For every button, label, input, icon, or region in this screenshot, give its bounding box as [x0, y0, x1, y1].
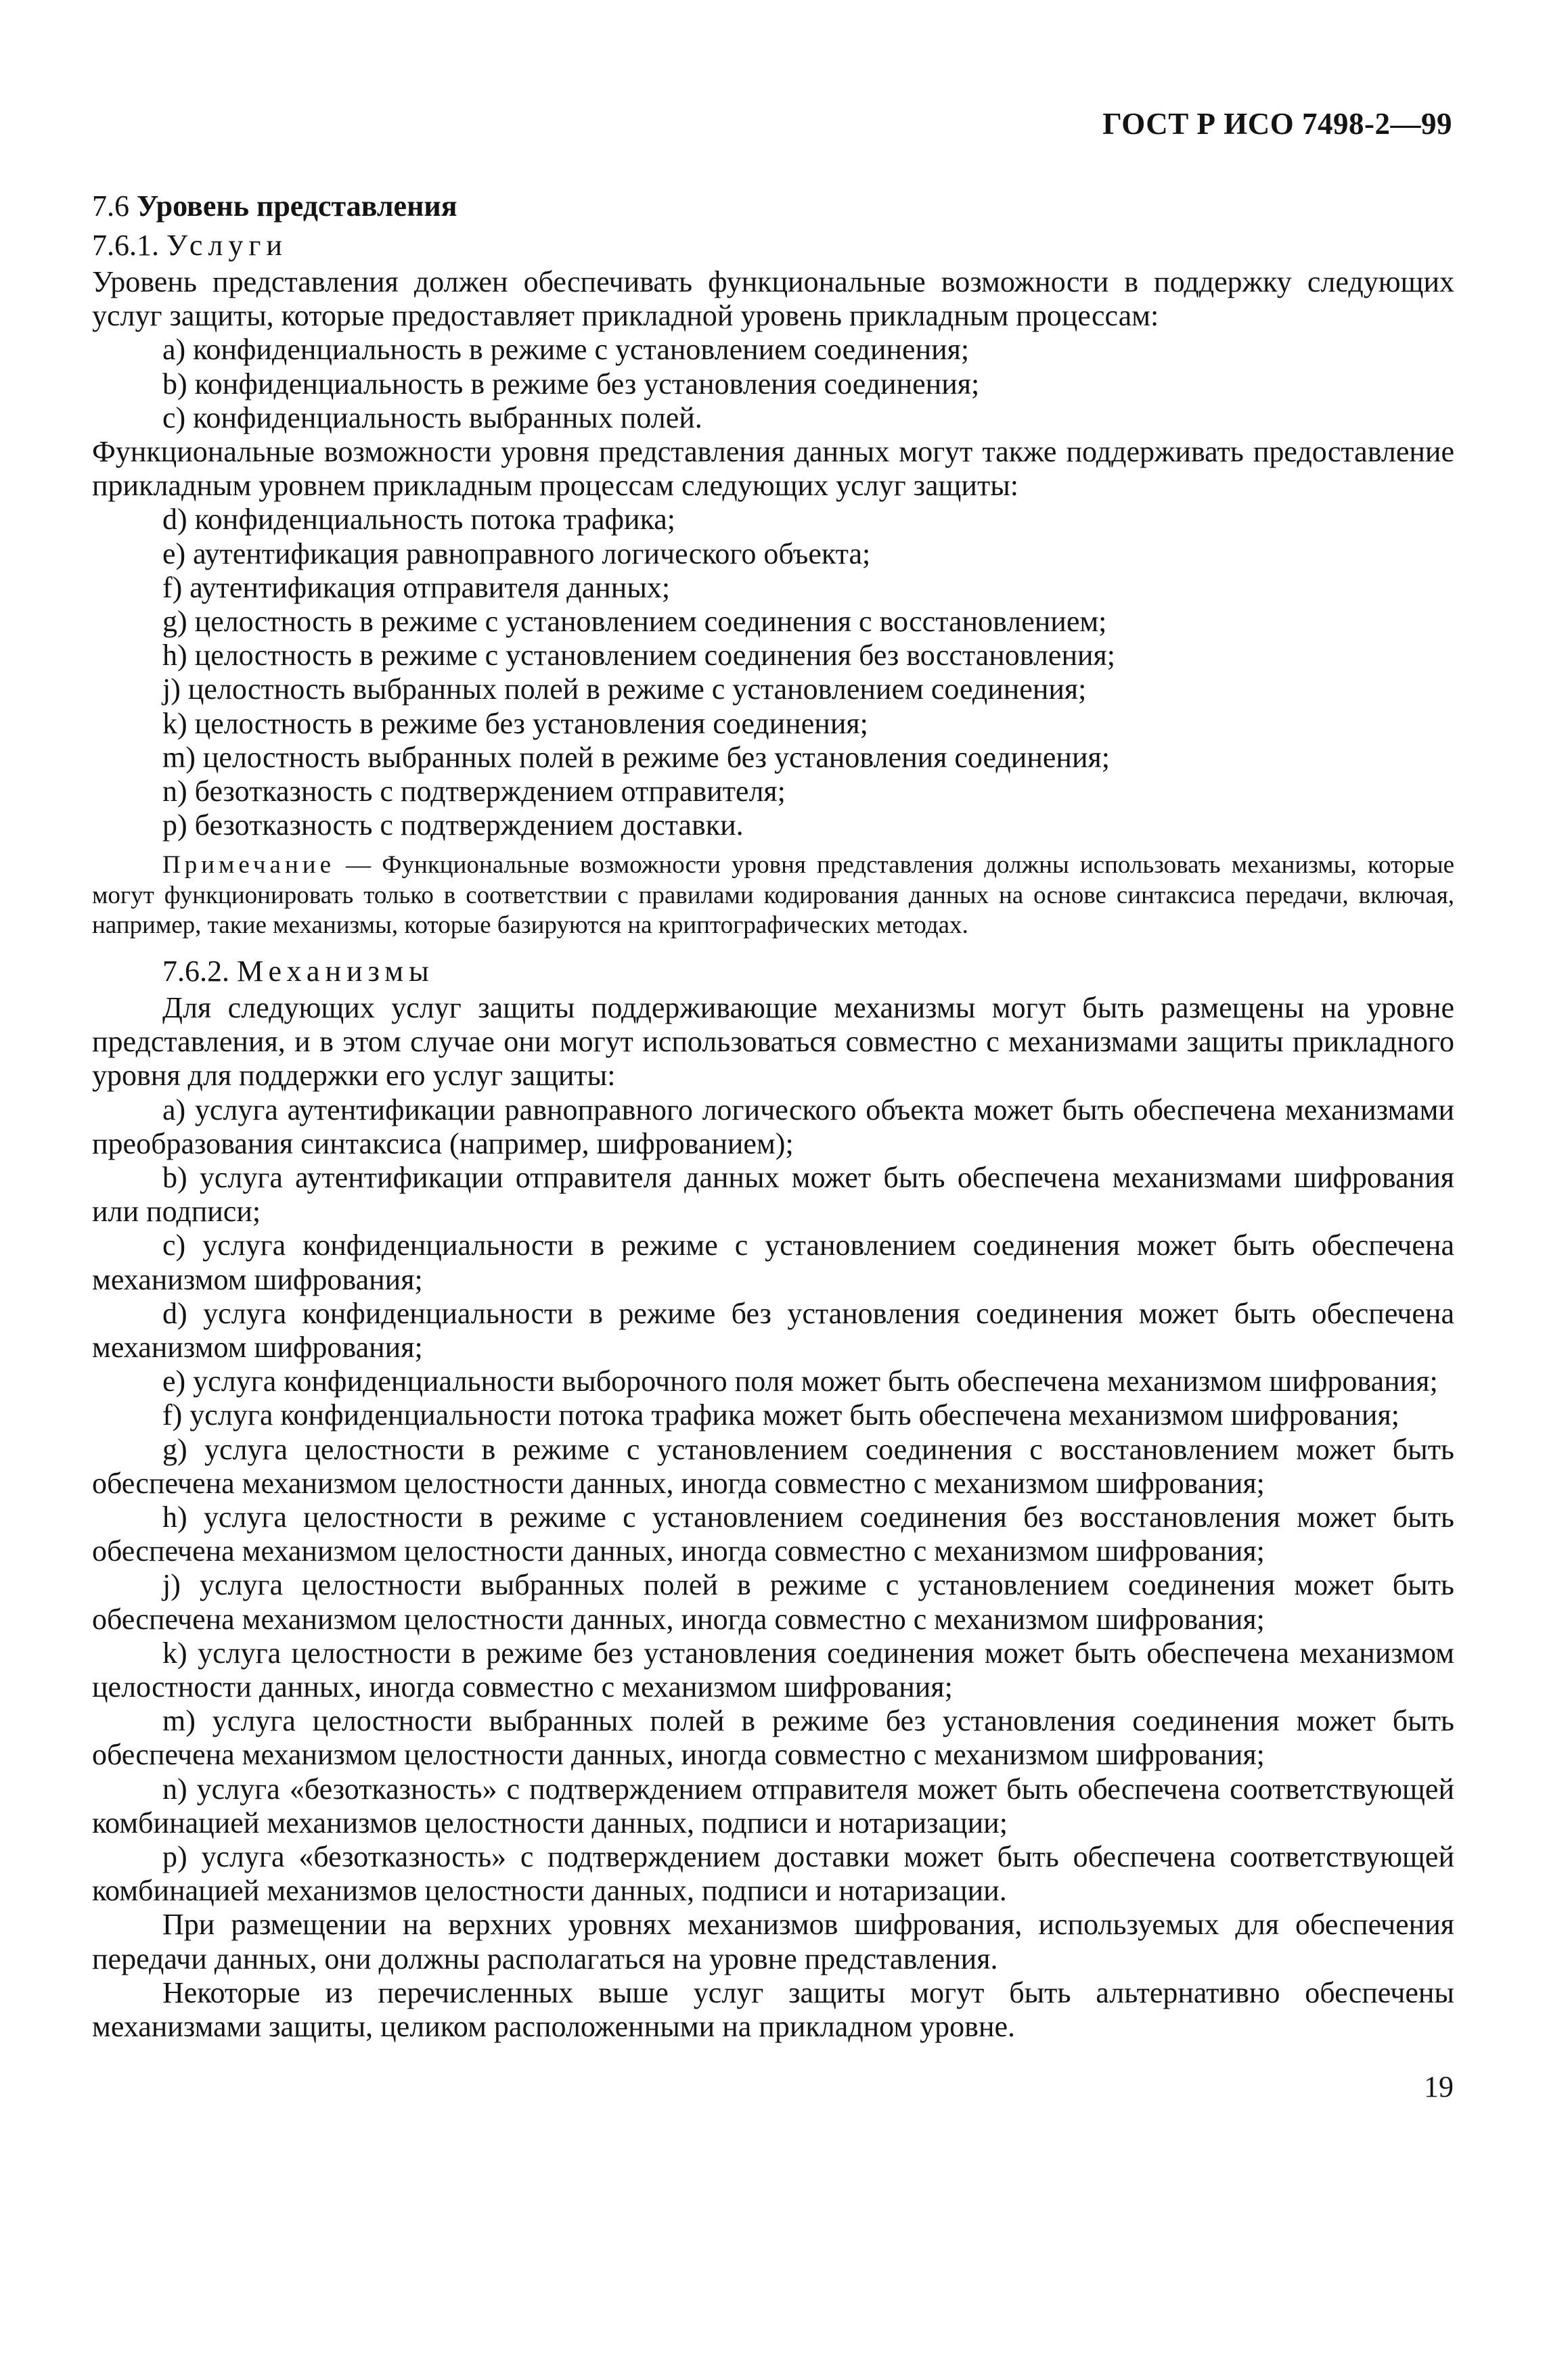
list-item: a) конфиденциальность в режиме с установлением соединения; — [162, 333, 970, 367]
services-paragraph-2: Функциональные возможности уровня представления данных могут также поддерживать предоставление прикладным уровнем прикладным процессам следующих услуг защиты: — [92, 435, 1454, 503]
subsection-heading-7-6-2 — [92, 952, 1454, 991]
list-item: c) конфиденциальность выбранных полей. — [162, 401, 702, 434]
services-list-1 — [92, 333, 1454, 435]
list-item: c) услуга конфиденциальности в режиме с установлением соединения может быть обеспечена механизмом шифрования; — [92, 1229, 1454, 1296]
list-item: h) услуга целостности в режиме с установлением соединения без восстановления может быть обеспечена механизмом целостности данных, иногда совместно с механизмом шифрования; — [92, 1501, 1454, 1568]
list-item: f) услуга конфиденциальности потока трафика может быть обеспечена механизмом шифрования; — [162, 1398, 1399, 1432]
list-item: j) услуга целостности выбранных полей в режиме с установлением соединения может быть обеспечена механизмом целостности данных, иногда совместно с механизмом шифрования; — [92, 1568, 1454, 1636]
subsection-title: Механизмы — [237, 954, 434, 988]
list-item: p) безотказность с подтверждением доставки. — [162, 808, 744, 842]
mechanisms-intro-paragraph: Для следующих услуг защиты поддерживающие механизмы могут быть размещены на уровне представления, и в этом случае они могут использоваться совместно с механизмами защиты прикладного уровня для поддержки его услуг защиты: — [92, 990, 1454, 1093]
list-item: d) услуга конфиденциальности в режиме без установления соединения может быть обеспечена механизмом шифрования; — [92, 1296, 1454, 1364]
list-item: d) конфиденциальность потока трафика; — [162, 503, 676, 536]
subsection-number: 7.6.1. — [92, 229, 159, 262]
list-item: n) услуга «безотказность» с подтверждением отправителя может быть обеспечена соответствующей комбинацией механизмов целостности данных, подписи и нотаризации; — [92, 1772, 1454, 1839]
mechanisms-list — [92, 1093, 1454, 1908]
list-item: p) услуга «безотказность» с подтверждением доставки может быть обеспечена соответствующей комбинацией механизмов целостности данных, подписи и нотаризации. — [92, 1840, 1454, 1908]
list-item: m) услуга целостности выбранных полей в режиме без установления соединения может быть обеспечена механизмом целостности данных, иногда совместно с механизмом шифрования; — [92, 1704, 1454, 1772]
services-list-2 — [92, 503, 1454, 842]
list-item: e) аутентификация равноправного логического объекта; — [162, 536, 871, 570]
list-item: m) целостность выбранных полей в режиме без установления соединения; — [162, 740, 1110, 774]
note-text: — Функциональные возможности уровня представления должны использовать механизмы, которые могут функционировать только в соответствии с правилами кодирования данных на основе синтаксиса передачи, включая, например, такие механизмы, которые базируются на криптографических методах. — [92, 851, 1454, 940]
services-intro-paragraph: Уровень представления должен обеспечивать функциональные возможности в поддержку следующих услуг защиты, которые предоставляет прикладной уровень прикладным процессам: — [92, 265, 1454, 333]
list-item: k) услуга целостности в режиме без установления соединения может быть обеспечена механизмом целостности данных, иногда совместно с механизмом шифрования; — [92, 1636, 1454, 1704]
list-item: n) безотказность с подтверждением отправителя; — [162, 775, 786, 808]
list-item: a) услуга аутентификации равноправного логического объекта может быть обеспечена механизмами преобразования синтаксиса (например, шифрованием); — [92, 1093, 1454, 1160]
text-column — [92, 187, 1454, 2044]
subsection-title: Услуги — [166, 229, 288, 262]
encryption-placement-paragraph: При размещении на верхних уровнях механизмов шифрования, используемых для обеспечения передачи данных, они должны располагаться на уровне представления. — [92, 1908, 1454, 1975]
note-label: Примечание — [162, 851, 335, 879]
list-item: b) услуга аутентификации отправителя данных может быть обеспечена механизмами шифрования или подписи; — [92, 1160, 1454, 1229]
subsection-number: 7.6.2. — [162, 954, 229, 988]
list-item: f) аутентификация отправителя данных; — [162, 570, 671, 604]
section-number: 7.6 — [92, 189, 129, 223]
list-item: j) целостность выбранных полей в режиме с установлением соединения; — [162, 672, 1087, 706]
list-item: g) услуга целостности в режиме с установлением соединения с восстановлением может быть обеспечена механизмом целостности данных, иногда совместно с механизмом шифрования; — [92, 1432, 1454, 1500]
subsection-heading-7-6-1 — [92, 226, 1454, 265]
list-item: e) услуга конфиденциальности выборочного поля может быть обеспечена механизмом шифрования; — [162, 1365, 1438, 1398]
list-item: b) конфиденциальность в режиме без установления соединения; — [162, 367, 980, 401]
alternative-mechanisms-paragraph: Некоторые из перечисленных выше услуг защиты могут быть альтернативно обеспечены механизмами защиты, целиком расположенными на прикладном уровне. — [92, 1975, 1454, 2044]
page-number: 19 — [1424, 2070, 1454, 2103]
list-item: h) целостность в режиме с установлением соединения без восстановления; — [162, 639, 1115, 672]
list-item: g) целостность в режиме с установлением соединения с восстановлением; — [162, 605, 1107, 639]
section-title: Уровень представления — [137, 189, 457, 223]
note-paragraph — [92, 850, 1454, 941]
list-item: k) целостность в режиме без установления соединения; — [162, 706, 868, 740]
standard-code-header: ГОСТ Р ИСО 7498-2—99 — [1102, 107, 1452, 141]
section-heading-7-6 — [92, 187, 1454, 226]
